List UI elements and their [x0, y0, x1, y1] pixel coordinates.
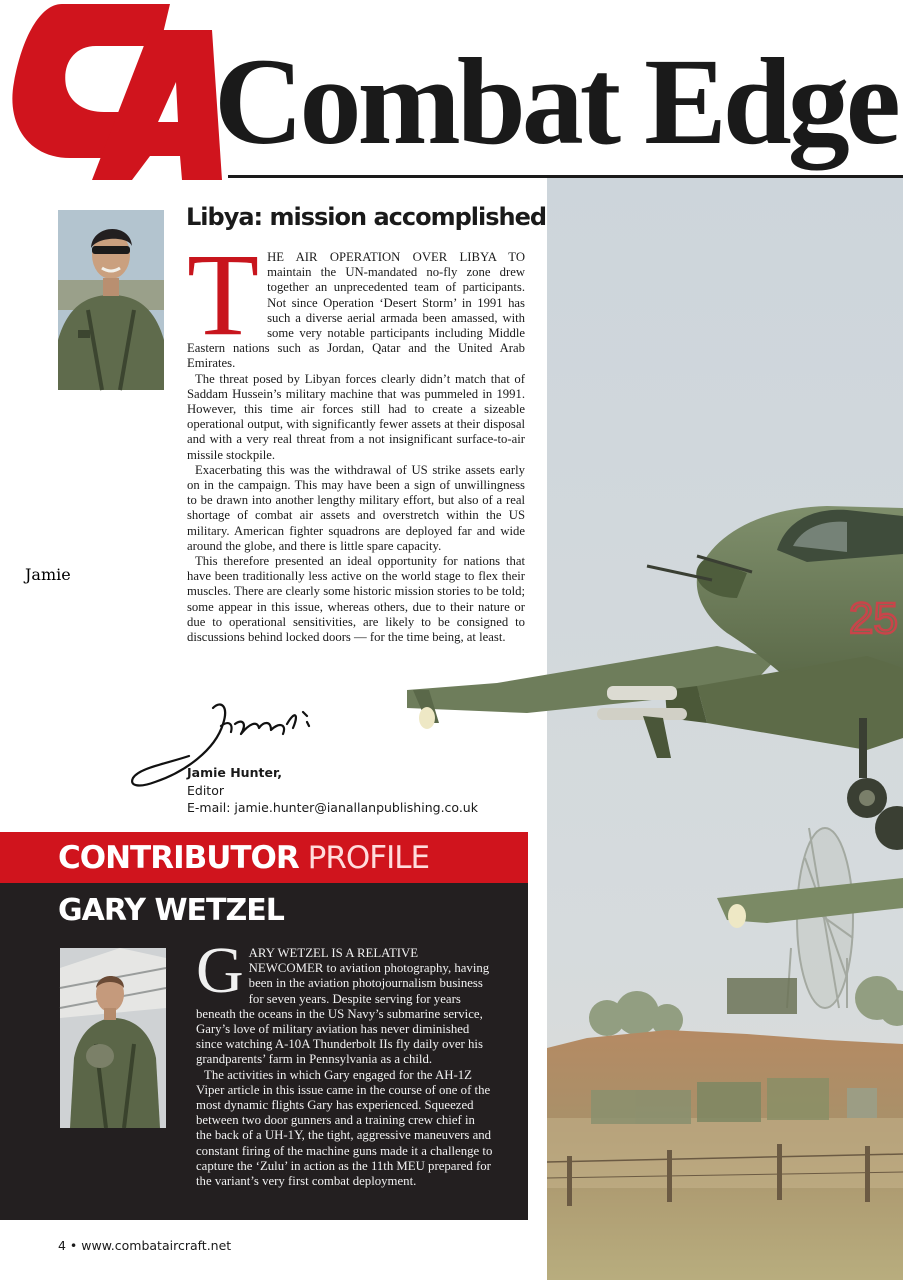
- editor-email[interactable]: E-mail: jamie.hunter@ianallanpublishing.co.uk: [187, 800, 478, 815]
- contributor-dropcap: G: [196, 934, 244, 1007]
- editor-portrait: [58, 210, 164, 390]
- contributor-profile-heading: [58, 838, 429, 878]
- editor-signoff: [187, 764, 478, 817]
- aircraft-number: 25: [849, 594, 898, 643]
- heading-light: PROFILE: [307, 840, 430, 876]
- contributor-paragraph: GARY WETZEL IS A RELATIVE NEWCOMER to aviation photography, having been in the aviation photojournalism business for seven years. Despite serving for years beneath the oceans in the US Navy’s submarine service, Gary’s love of military aviation has never diminished since watching A-10A Thunderbolt IIs fly daily over his grandparents’ farm in Pennsylvania as a child.: [196, 934, 490, 1067]
- heading-bold: CONTRIBUTOR: [58, 840, 299, 876]
- signature-text: Jamie: [25, 565, 71, 584]
- page-footer: 4 • www.combataircraft.net: [58, 1238, 232, 1253]
- combat-aircraft-logo: [0, 0, 225, 185]
- editorial-paragraph: THE AIR OPERATION OVER LIBYA TO maintain the UN-mandated no-fly zone drew together an unprecedented team of participants. Not since Operation ‘Desert Storm’ in 1991 has such a diverse aerial armada been amassed, with some very notable participants including Middle Eastern nations such as Jordan, Qatar and the United Arab Emirates.: [187, 229, 525, 371]
- editorial-paragraph: The threat posed by Libyan forces clearly didn’t match that of Saddam Hussein’s military machine that was pummeled in 1991. However, this time air forces still had to create a sizeable operational output, with significantly fewer assets at their disposal and with a very real threat from a not insignificant surface-to-air missile stockpile.: [187, 371, 525, 462]
- editor-name: Jamie Hunter,: [187, 765, 283, 780]
- editorial-paragraph: This therefore presented an ideal opportunity for nations that have been traditionally less active on the world stage to flex their muscles. There are clearly some historic mission stories to be told; some appear in this issue, whereas others, due to their nature or due to operational sensitivities, are likely to be consigned to discussions behind locked doors — for the time being, at least.: [187, 554, 525, 645]
- contributor-portrait: [60, 948, 166, 1128]
- editorial-paragraph: Exacerbating this was the withdrawal of US strike assets early on in the campaign. This may have been a sign of unwillingness to be drawn into another lengthy military effort, but also of a real shortage of combat air assets and overstretch within the US military. American fighter squadrons are deployed far and wide around the globe, and there is little spare capacity.: [187, 462, 525, 553]
- editor-role: Editor: [187, 782, 224, 798]
- editorial-dropcap: T: [187, 229, 260, 360]
- aircraft-photo: [547, 178, 903, 1280]
- masthead-title: Combat Edge: [214, 33, 897, 170]
- contributor-name: GARY WETZEL: [58, 893, 284, 928]
- editorial-headline: Libya: mission accomplished: [186, 203, 547, 231]
- editorial-body: [187, 229, 525, 645]
- contributor-body: [196, 934, 493, 1189]
- contributor-paragraph: The activities in which Gary engaged for the AH-1Z Viper article in this issue came in the course of one of the most dynamic flights Gary has experienced. Squeezed between two door gunners and a training crew chief in the back of a UH-1Y, the tight, aggressive maneuvers and constant firing of the machine guns made it a challenge to capture the ‘Zulu’ in action as the 11th MEU prepared for the variant’s very first combat deployment.: [196, 1067, 493, 1189]
